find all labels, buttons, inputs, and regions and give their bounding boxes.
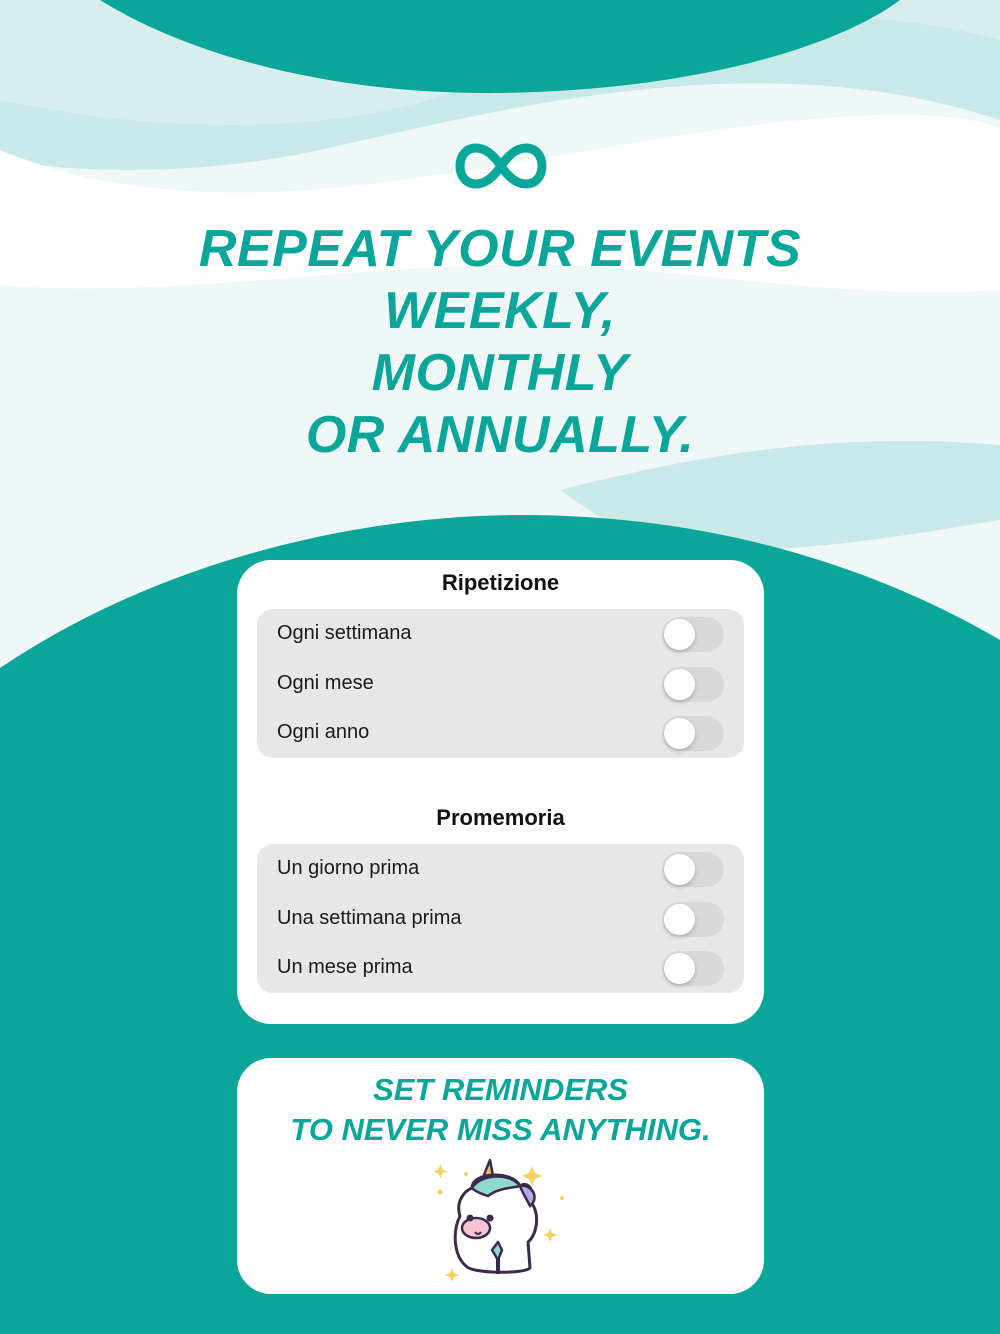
reminders-group (257, 844, 744, 993)
reminder-row-day (257, 844, 744, 894)
settings-card (237, 560, 764, 1024)
reminder-row-week (257, 894, 744, 944)
repeat-row-annually (257, 708, 744, 758)
headline-line-2: WEEKLY, (384, 282, 616, 340)
reminder-tagline (237, 1070, 764, 1150)
headline (0, 218, 1000, 466)
headline-line-1: REPEAT YOUR EVENTS (198, 220, 802, 278)
toggle-knob (664, 718, 695, 749)
repeat-row-weekly (257, 609, 744, 659)
toggle-knob (664, 669, 695, 700)
row-label: Ogni mese (277, 671, 374, 694)
row-label: Un giorno prima (277, 857, 420, 879)
repeat-row-monthly (257, 659, 744, 709)
reminder-card (237, 1058, 764, 1294)
headline-line-4: OR ANNUALLY. (305, 406, 695, 464)
toggle-annually[interactable] (662, 716, 724, 751)
reminder-row-month (257, 943, 744, 993)
repeat-group (257, 609, 744, 758)
infinity-icon (455, 140, 547, 192)
toggle-day-before[interactable] (662, 852, 724, 887)
reminder-line-1: SET REMINDERS (373, 1072, 628, 1107)
reminder-line-2: TO NEVER MISS ANYTHING. (290, 1112, 711, 1147)
row-label: Un mese prima (277, 956, 413, 978)
section-title-repeat: Ripetizione (441, 570, 560, 595)
toggle-week-before[interactable] (662, 902, 724, 937)
toggle-monthly[interactable] (662, 667, 724, 702)
toggle-month-before[interactable] (662, 951, 724, 986)
toggle-knob (664, 619, 695, 650)
row-label: Ogni anno (277, 721, 370, 743)
toggle-weekly[interactable] (662, 617, 724, 652)
headline-line-3: MONTHLY (371, 344, 629, 402)
row-label: Ogni settimana (277, 622, 412, 644)
unicorn-icon (432, 1158, 572, 1288)
section-title-reminders: Promemoria (436, 805, 565, 830)
toggle-knob (664, 953, 695, 984)
toggle-knob (664, 854, 695, 885)
row-label: Una settimana prima (277, 906, 462, 929)
toggle-knob (664, 904, 695, 935)
